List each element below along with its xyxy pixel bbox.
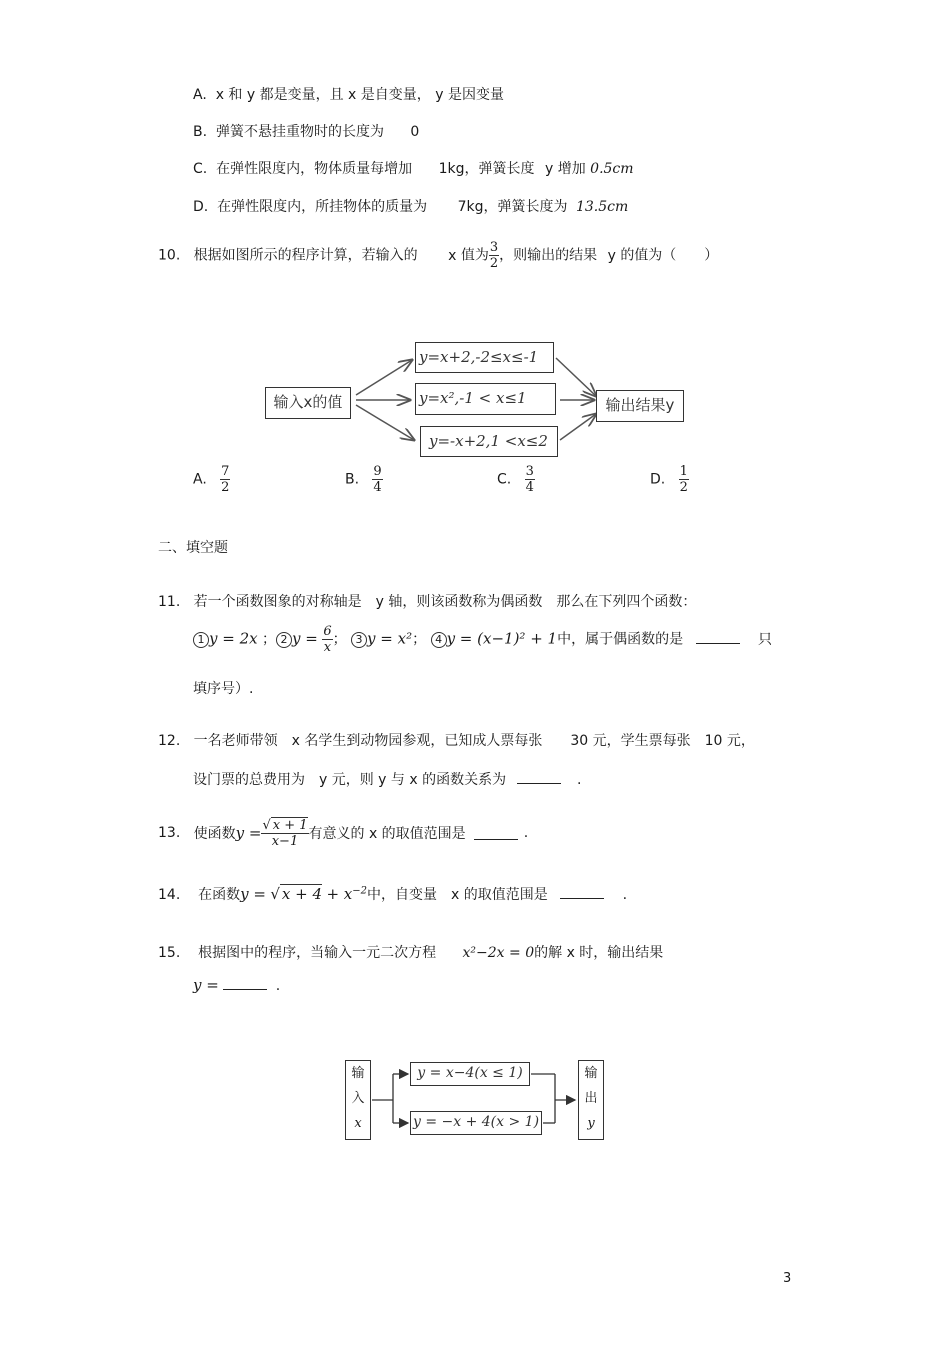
question-text: 根据如图所示的程序计算，若输入的 (193, 247, 418, 264)
option-text: 在弹性限度内，物体质量每增加 (216, 161, 413, 177)
separator: ； (332, 631, 347, 648)
function-term: + x (326, 885, 353, 903)
option-value: 13.5cm (575, 199, 629, 215)
option-var: y (544, 161, 554, 177)
input-var: x (354, 1116, 362, 1131)
equation: x²−2x = 0 (462, 945, 535, 961)
option-text: 增加 (557, 161, 586, 177)
question-text: 的值为（ ） (620, 247, 719, 264)
radicand: x + 4 (281, 885, 323, 903)
question-text: 中，自变量 x 的取值范围是 (367, 887, 548, 903)
option-text: ，弹簧长度为 (483, 199, 568, 215)
option-letter: B. (345, 471, 360, 488)
input-box: 输入x的值 (265, 387, 351, 419)
question-text: 设门票的总费用为 y 元，则 y 与 x 的函数关系为 (193, 772, 507, 788)
frac-num: 3 (489, 240, 499, 255)
frac-den: 2 (221, 480, 230, 495)
frac-den: x (323, 640, 332, 655)
question-text: 若一个函数图象的对称轴是 y 轴，则该函数称为偶函数 那么在下列四个函数： (193, 594, 697, 610)
frac-num: 3 (525, 464, 534, 479)
branch-box-1: y=x+2,-2≤x≤-1 (415, 342, 554, 373)
option-letter: A. (193, 87, 207, 103)
question-number: 10. (158, 247, 181, 264)
frac-den: 2 (489, 256, 499, 271)
radicand: x + 1 (272, 817, 308, 833)
frac-den: 4 (525, 480, 534, 495)
option-text: ，弹簧长度 (464, 161, 535, 177)
question-var: y (607, 247, 616, 264)
period: . (577, 772, 582, 788)
option-letter: A. (193, 471, 207, 488)
frac-den: 4 (373, 480, 382, 495)
question-text: 只 (757, 631, 772, 648)
option-mass: 1kg (438, 161, 465, 177)
option-letter: C. (193, 161, 208, 177)
period: . (523, 825, 529, 841)
option-letter: D. (193, 199, 209, 215)
period: . (622, 887, 628, 903)
q11-line3: 填序号）. (193, 681, 254, 697)
separator: ； (412, 631, 427, 648)
option-value: 0.5cm (590, 161, 634, 177)
q15-top-box: y = x−4(x ≤ 1) (410, 1062, 530, 1086)
frac-num: 1 (679, 464, 688, 479)
question-text: 的解 x 时，输出结果 (534, 945, 664, 961)
frac-num: 6 (323, 624, 332, 639)
page-number: 3 (783, 1271, 792, 1286)
frac-den: 2 (679, 480, 688, 495)
option-text: x 和 y 都是变量，且 x 是自变量， y 是因变量 (215, 87, 504, 103)
q15-output-box (578, 1060, 604, 1140)
q15-bottom-box: y = −x + 4(x > 1) (410, 1111, 542, 1135)
period: . (275, 978, 281, 994)
input-char: 入 (351, 1091, 365, 1106)
option-letter: B. (193, 124, 208, 140)
question-text: 使函数 (193, 826, 236, 842)
branch-box-2: y=x²,-1 < x≤1 (415, 383, 556, 415)
circle-num: 3 (351, 632, 367, 648)
function-4: y = (x−1)² + 1 (446, 629, 558, 648)
question-text: 根据图中的程序，当输入一元二次方程 (198, 945, 437, 961)
option-text: 在弹性限度内，所挂物体的质量为 (217, 199, 428, 215)
circle-num: 4 (431, 632, 447, 648)
frac-den: x−1 (261, 833, 308, 849)
option-text: 弹簧不悬挂重物时的长度为 (215, 124, 384, 140)
output-char: 输 (584, 1066, 598, 1081)
question-number: 12. (158, 733, 181, 749)
function-2: y = (292, 629, 318, 648)
frac-num: 7 (221, 464, 230, 479)
circle-num: 1 (193, 632, 209, 648)
output-box: 输出结果y (596, 390, 684, 422)
question-number: 13. (158, 825, 181, 841)
question-number: 15. (158, 945, 181, 961)
circle-num: 2 (276, 632, 292, 648)
option-letter: C. (497, 471, 512, 488)
function-3: y = x² (367, 629, 413, 648)
function-lhs: y = (193, 976, 219, 994)
input-char: 输 (351, 1066, 365, 1081)
section-title: 二、填空题 (158, 540, 228, 556)
function-lhs: y = (240, 885, 266, 903)
function-1: y = 2x (209, 629, 258, 648)
question-var: x (448, 247, 457, 264)
question-text: 中，属于偶函数的是 (557, 631, 684, 648)
separator: ； (262, 631, 277, 648)
frac-num: 9 (373, 464, 382, 479)
frac-num: √ x + 1 (262, 817, 308, 833)
function-lhs: y = (235, 824, 262, 842)
output-var: y (587, 1116, 595, 1131)
branch-box-3: y=-x+2,1 <x≤2 (420, 426, 558, 457)
option-value: 0 (410, 124, 420, 140)
question-text: ，则输出的结果 (499, 247, 598, 264)
question-number: 14. (158, 887, 181, 903)
question-14: 14. 在函数y = √ $x + 4 + x^{-2}$中，自变量 x 的取值范围是 . (158, 885, 628, 903)
question-text: 在函数 (198, 887, 241, 903)
output-char: 出 (584, 1091, 598, 1106)
question-text: 一名老师带领 x 名学生到动物园参观，已知成人票每张 30 元，学生票每张 10 元， (193, 733, 755, 749)
q15-input-box (345, 1060, 371, 1140)
option-mass: 7kg (457, 199, 484, 215)
question-number: 11. (158, 594, 181, 610)
question-text: 有意义的 x 的取值范围是 (308, 826, 466, 842)
exponent: −2 (352, 885, 368, 897)
question-text: 值为 (460, 247, 489, 264)
option-letter: D. (650, 471, 666, 488)
